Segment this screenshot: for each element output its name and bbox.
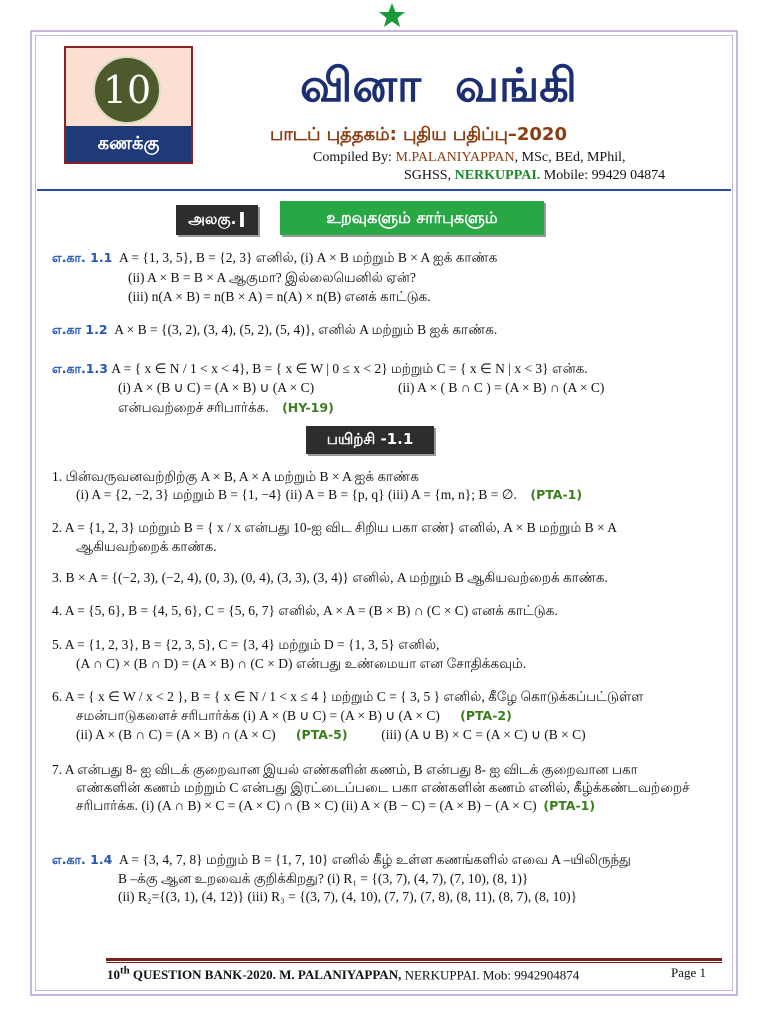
compiled-prefix: Compiled By: [313,150,396,165]
unit-number: I [238,208,246,232]
page-title: வினா வங்கி [300,58,577,112]
compiled-by [313,150,625,166]
question-6-line1: 6. A = { x ∈ W / x < 2 }, B = { x ∈ N / 1 < x ≤ 4 } மற்றும் C = { 3, 5 } எனில், கீழே கொடுக்கப்பட்டுள்ள [52,689,644,704]
question-text: (iii) (A ∪ B) × C = (A × C) ∪ (B × C) [381,727,586,742]
question-2-line1: 2. A = {1, 2, 3} மற்றும் B = { x / x என்பது 10-ஐ விட சிறிய பகா எண்} எனில், A × B மற்றும் B × A [52,520,617,535]
question-7-line1: 7. A என்பது 8- ஐ விடக் குறைவான இயல் எண்களின் கணம், B என்பது 8- ஐ விடக் குறைவான பகா [52,762,638,777]
example-1-3-line2a: (i) A × (B ∪ C) = (A × B) ∪ (A × C) [118,380,315,395]
compiler-degrees: , MSc, BEd, MPhil, [514,150,626,165]
exam-tag: (PTA-2) [460,708,512,723]
question-2-line2: ஆகியவற்றைக் காண்க. [76,539,217,554]
footer-title: QUESTION BANK-2020. M. PALANIYAPPAN, [129,967,402,983]
example-1-2 [52,322,497,340]
grade-badge [64,46,193,164]
question-3: 3. B × A = {(−2, 3), (−2, 4), (0, 3), (0, 4), (3, 3), (3, 4)} எனில், A மற்றும் B ஆகியவற்றைக் காண்க. [52,570,608,585]
unit-label: அலகு. [188,210,237,228]
question-text: சரிபார்க்க. (i) (A ∩ B) × C = (A × C) ∩ (B × C) (ii) A × (B − C) = (A × B) − (A × C) [76,798,537,813]
example-1-3-line1 [52,361,588,379]
exam-tag: (PTA-1) [530,487,583,502]
exam-tag: (HY-19) [282,400,334,415]
example-label: எ.கா 1.2 [52,322,108,337]
subtitle: பாடப் புத்தகம்: புதிய பதிப்பு–2020 [270,124,567,145]
example-1-4-line3: (ii) R₂={(3, 1), (4, 12)} (iii) R₃ = {(3, 7), (4, 10), (7, 7), (7, 8), (8, 11), (8, 7), (8, 10)} [118,889,578,904]
question-text: (i) A = {2, −2, 3} மற்றும் B = {1, −4} (ii) A = B = {p, q} (iii) A = {m, n}; B = ∅. [76,487,517,502]
question-7-line2: எண்களின் கணம் மற்றும் C என்பது இரட்டைப்படை பகா எண்களின் கணம் எனில், கீழ்க்கண்டவற்றைச் [76,780,690,795]
question-7-line3 [76,798,595,816]
question-4: 4. A = {5, 6}, B = {4, 5, 6}, C = {5, 6, 7} எனில், A × A = (B × B) ∩ (C × C) எனக் காட்டுக. [52,603,558,618]
question-5-line2: (A ∩ C) × (B ∩ D) = (A × B) ∩ (C × D) என்பது உண்மையா என சோதிக்கவும். [76,656,527,671]
grade-number: 10 [93,56,161,124]
header-divider [37,189,731,191]
example-text: A = {3, 4, 7, 8} மற்றும் B = {1, 7, 10} எனில் கீழ் உள்ள கணங்களில் எவை A –யிலிருந்து [119,852,631,867]
example-1-1-line3: (iii) n(A × B) = n(B × A) = n(A) × n(B) எனக் காட்டுக. [128,289,431,304]
example-1-3-line3 [118,400,334,418]
school: SGHSS, [404,168,455,183]
question-5-line1: 5. A = {1, 2, 3}, B = {2, 3, 5}, C = {3, 4} மற்றும் D = {1, 3, 5} எனில், [52,637,440,652]
footer-divider-thin [106,962,722,963]
example-text: A = {1, 3, 5}, B = {2, 3} எனில், (i) A × B மற்றும் B × A ஐக் காண்க [119,250,498,265]
topic-title: உறவுகளும் சார்புகளும் [280,201,544,235]
example-label: எ.கா. 1.1 [52,250,113,265]
footer-grade: 10 [107,967,120,983]
star-icon [378,2,406,28]
example-1-4-line2: B –க்கு ஆன உறவைக் குறிக்கிறது? (i) R₁ = {(3, 7), (4, 7), (7, 10), (8, 1)} [118,871,529,886]
exercise-title: பயிற்சி -1.1 [306,426,434,454]
footer-contact: NERKUPPAI. Mob: 9942904874 [401,967,580,983]
example-text: A = { x ∈ N / 1 < x < 4}, B = { x ∈ W | 0 ≤ x < 2} மற்றும் C = { x ∈ N | x < 3} என்க. [111,361,588,376]
mobile: Mobile: 99429 04874 [540,168,666,183]
question-text: சமன்பாடுகளைச் சரிபார்க்க (i) A × (B ∪ C) = (A × B) ∪ (A × C) [76,708,440,723]
question-6-line2 [76,708,512,726]
question-6-line3 [76,727,586,743]
exam-tag: (PTA-1) [543,798,596,813]
example-label: எ.கா. 1.4 [52,852,113,867]
footer-sup: th [120,965,130,977]
example-text: என்பவற்றைச் சரிபார்க்க. [118,400,269,415]
example-1-1-line1 [52,250,497,268]
question-text: (ii) A × (B ∩ C) = (A × B) ∩ (A × C) [76,727,276,742]
example-text: A × B = {(3, 2), (3, 4), (5, 2), (5, 4)}, எனில் A மற்றும் B ஐக் காண்க. [114,322,498,337]
example-1-3-line2b: (ii) A × ( B ∩ C ) = (A × B) ∩ (A × C) [398,380,605,395]
compiler-name: M.PALANIYAPPAN [395,150,515,165]
example-1-4-line1 [52,852,631,870]
place: NERKUPPAI. [454,168,541,183]
unit-box [176,205,258,235]
footer-text [107,965,579,983]
question-1-line1: 1. பின்வருவனவற்றிற்கு A × B, A × A மற்றும் B × A ஐக் காண்க [52,469,419,484]
school-line [404,168,665,184]
question-1-line2 [76,487,582,505]
subject-label: கணக்கு [66,126,191,162]
exam-tag: (PTA-5) [295,727,348,742]
footer-divider [106,958,722,961]
example-1-1-line2: (ii) A × B = B × A ஆகுமா? இல்லையெனில் ஏன்? [128,270,416,285]
page-number: Page 1 [671,965,707,980]
example-label: எ.கா.1.3 [52,361,108,376]
